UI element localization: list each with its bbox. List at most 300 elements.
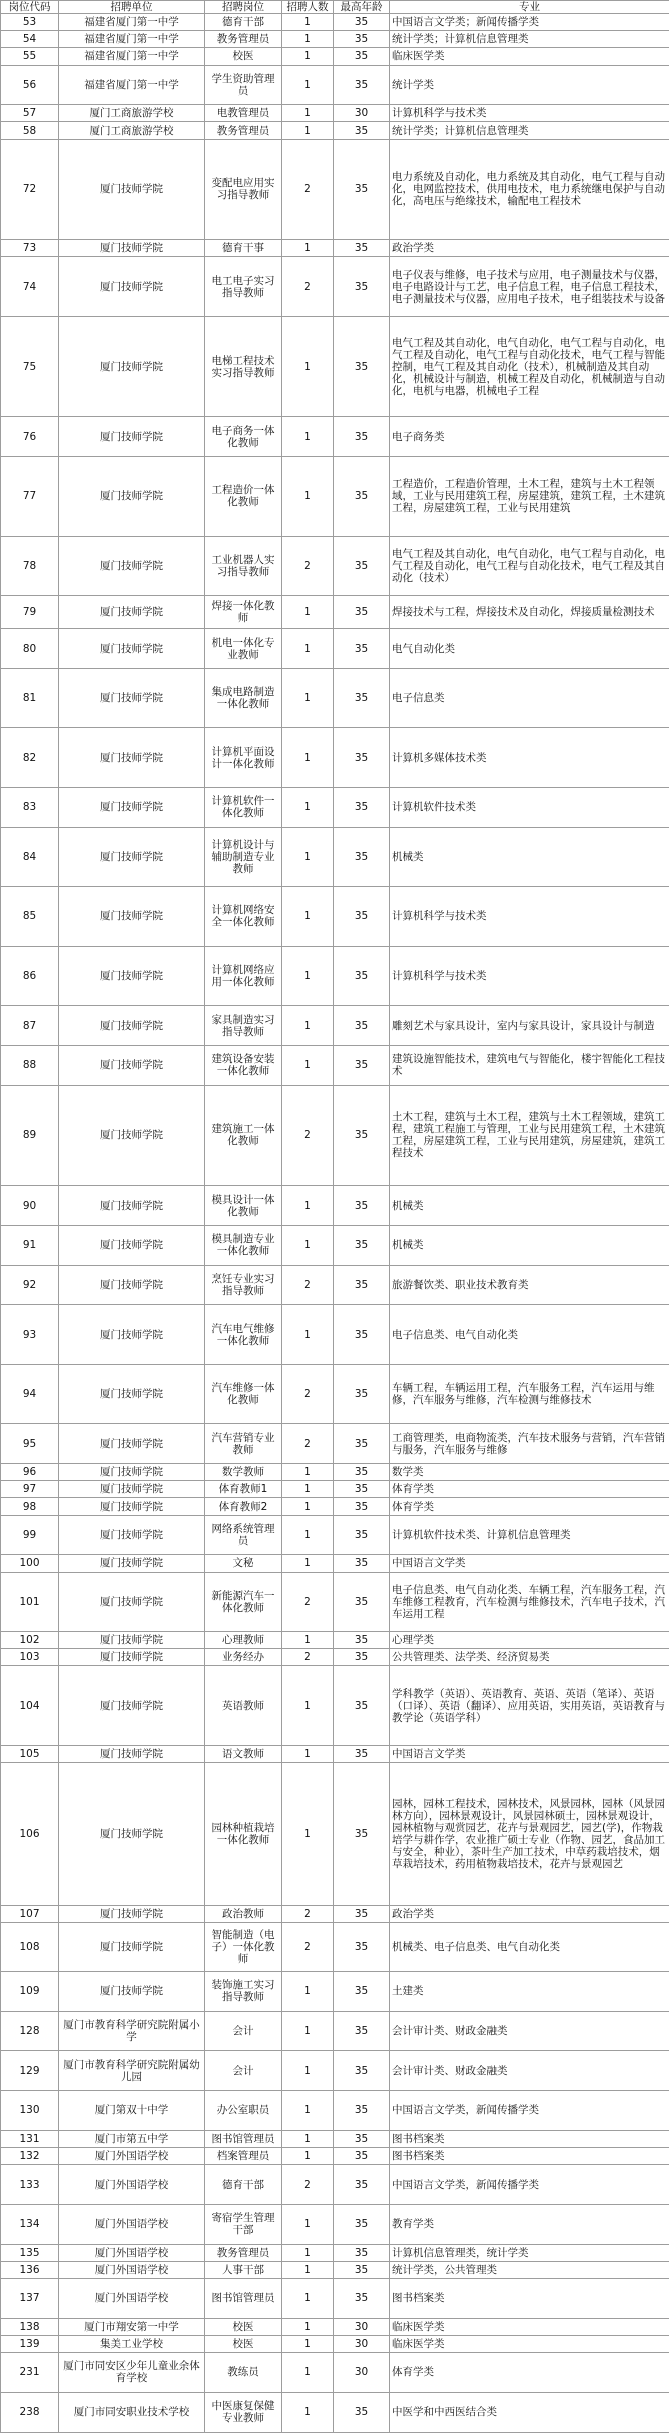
row-major: 数学类 [390, 1464, 669, 1481]
row-age: 35 [334, 2051, 390, 2091]
row-unit: 厦门技师学院 [59, 417, 205, 457]
row-post: 语文教师 [205, 1745, 282, 1762]
row-age: 35 [334, 457, 390, 536]
row-unit: 厦门技师学院 [59, 629, 205, 669]
row-count: 1 [282, 1464, 334, 1481]
row-age: 35 [334, 2392, 390, 2432]
row-unit: 厦门市同安区少年儿童业余体育学校 [59, 2353, 205, 2393]
row-unit: 厦门技师学院 [59, 1923, 205, 1972]
row-major: 机械类 [390, 827, 669, 887]
row-major: 中国语言文学类 [390, 1745, 669, 1762]
table-row [1, 1305, 669, 1365]
row-unit: 厦门技师学院 [59, 1572, 205, 1632]
row-code: 102 [1, 1632, 59, 1649]
table-row [1, 2011, 669, 2051]
row-age: 35 [334, 257, 390, 317]
row-major: 统计学类 [390, 65, 669, 105]
row-unit: 福建省厦门第一中学 [59, 48, 205, 65]
row-age: 35 [334, 1572, 390, 1632]
row-post: 焊接一体化教师 [205, 596, 282, 629]
row-post: 学生资助管理员 [205, 65, 282, 105]
row-unit: 厦门技师学院 [59, 728, 205, 788]
table-row [1, 139, 669, 240]
table-row [1, 417, 669, 457]
row-code: 74 [1, 257, 59, 317]
row-age: 35 [334, 1923, 390, 1972]
row-code: 93 [1, 1305, 59, 1365]
table-row [1, 2335, 669, 2352]
row-unit: 厦门市第五中学 [59, 2130, 205, 2147]
row-age: 35 [334, 417, 390, 457]
row-post: 寄宿学生管理干部 [205, 2204, 282, 2244]
row-post: 新能源汽车一体化教师 [205, 1572, 282, 1632]
row-age: 35 [334, 1498, 390, 1515]
row-code: 108 [1, 1923, 59, 1972]
row-code: 97 [1, 1481, 59, 1498]
row-age: 35 [334, 1085, 390, 1186]
row-code: 78 [1, 536, 59, 596]
row-count: 1 [282, 2148, 334, 2165]
row-count: 1 [282, 457, 334, 536]
row-code: 95 [1, 1424, 59, 1464]
row-unit: 厦门技师学院 [59, 457, 205, 536]
row-age: 30 [334, 105, 390, 122]
row-age: 35 [334, 629, 390, 669]
table-row [1, 122, 669, 139]
table-body [1, 14, 669, 2433]
table-row [1, 629, 669, 669]
table-row [1, 2261, 669, 2278]
row-code: 133 [1, 2165, 59, 2205]
row-age: 35 [334, 2165, 390, 2205]
row-age: 35 [334, 887, 390, 947]
row-code: 86 [1, 946, 59, 1006]
row-code: 80 [1, 629, 59, 669]
row-post: 汽车电气维修一体化教师 [205, 1305, 282, 1365]
row-code: 92 [1, 1265, 59, 1305]
row-unit: 厦门工商旅游学校 [59, 105, 205, 122]
row-count: 2 [282, 257, 334, 317]
header-age: 最高年龄 [334, 1, 390, 14]
row-post: 德育干部 [205, 2165, 282, 2205]
table-row [1, 2204, 669, 2244]
table-row [1, 946, 669, 1006]
table-row [1, 2130, 669, 2147]
row-unit: 厦门外国语学校 [59, 2244, 205, 2261]
row-post: 烹饪专业实习指导教师 [205, 1265, 282, 1305]
row-unit: 厦门技师学院 [59, 946, 205, 1006]
row-major: 计算机软件技术类、计算机信息管理类 [390, 1515, 669, 1555]
table-row [1, 31, 669, 48]
row-unit: 厦门技师学院 [59, 257, 205, 317]
row-count: 1 [282, 1745, 334, 1762]
row-code: 75 [1, 316, 59, 417]
row-major: 计算机科学与技术类 [390, 105, 669, 122]
row-major: 旅游餐饮类、职业技术教育类 [390, 1265, 669, 1305]
table-row [1, 240, 669, 257]
row-post: 德育干事 [205, 240, 282, 257]
row-post: 体育教师1 [205, 1481, 282, 1498]
row-post: 模具设计一体化教师 [205, 1186, 282, 1226]
table-row [1, 257, 669, 317]
row-major: 体育学类 [390, 2353, 669, 2393]
row-age: 35 [334, 2278, 390, 2318]
row-post: 工业机器人实习指导教师 [205, 536, 282, 596]
row-post: 模具制造专业一体化教师 [205, 1225, 282, 1265]
row-count: 2 [282, 1265, 334, 1305]
row-unit: 福建省厦门第一中学 [59, 14, 205, 31]
row-age: 30 [334, 2318, 390, 2335]
table-row [1, 2318, 669, 2335]
row-code: 56 [1, 65, 59, 105]
row-age: 35 [334, 14, 390, 31]
row-major: 统计学类；计算机信息管理类 [390, 122, 669, 139]
table-row [1, 1265, 669, 1305]
row-count: 2 [282, 1923, 334, 1972]
row-age: 35 [334, 2244, 390, 2261]
row-major: 中国语言文学类，新闻传播学类 [390, 2091, 669, 2131]
row-unit: 厦门市同安职业技术学校 [59, 2392, 205, 2432]
row-code: 101 [1, 1572, 59, 1632]
row-count: 2 [282, 1649, 334, 1666]
row-age: 35 [334, 65, 390, 105]
row-major: 统计学类；计算机信息管理类 [390, 31, 669, 48]
row-code: 138 [1, 2318, 59, 2335]
row-code: 81 [1, 668, 59, 728]
row-post: 中医康复保健专业教师 [205, 2392, 282, 2432]
row-age: 35 [334, 122, 390, 139]
row-post: 电子商务一体化教师 [205, 417, 282, 457]
row-count: 1 [282, 1305, 334, 1365]
row-age: 35 [334, 2261, 390, 2278]
row-count: 1 [282, 1186, 334, 1226]
row-unit: 厦门技师学院 [59, 1632, 205, 1649]
table-row [1, 1515, 669, 1555]
row-count: 2 [282, 139, 334, 240]
row-code: 72 [1, 139, 59, 240]
row-major: 政治学类 [390, 1905, 669, 1922]
row-unit: 厦门技师学院 [59, 1481, 205, 1498]
row-age: 35 [334, 31, 390, 48]
row-code: 53 [1, 14, 59, 31]
row-age: 35 [334, 1186, 390, 1226]
table-row [1, 2091, 669, 2131]
row-post: 建筑施工一体化教师 [205, 1085, 282, 1186]
row-code: 87 [1, 1006, 59, 1046]
row-count: 1 [282, 787, 334, 827]
table-row [1, 2278, 669, 2318]
row-count: 1 [282, 2318, 334, 2335]
table-row [1, 827, 669, 887]
row-post: 电教管理员 [205, 105, 282, 122]
row-count: 1 [282, 2335, 334, 2352]
header-unit: 招聘单位 [59, 1, 205, 14]
row-count: 1 [282, 2392, 334, 2432]
row-unit: 厦门技师学院 [59, 827, 205, 887]
header-code: 岗位代码 [1, 1, 59, 14]
row-major: 电力系统及自动化，电力系统及其自动化，电气工程与自动化，电网监控技术，供用电技术，电力系统继电保护与自动化，高电压与绝缘技术，输配电工程技术 [390, 139, 669, 240]
table-row [1, 1225, 669, 1265]
table-row [1, 1923, 669, 1972]
row-post: 装饰施工实习指导教师 [205, 1972, 282, 2012]
row-major: 临床医学类 [390, 48, 669, 65]
row-major: 图书档案类 [390, 2148, 669, 2165]
table-row [1, 65, 669, 105]
row-post: 智能制造（电子）一体化教师 [205, 1923, 282, 1972]
table-row [1, 1649, 669, 1666]
row-count: 1 [282, 2261, 334, 2278]
row-unit: 厦门技师学院 [59, 1649, 205, 1666]
row-count: 1 [282, 1763, 334, 1906]
row-code: 137 [1, 2278, 59, 2318]
table-row [1, 887, 669, 947]
header-post: 招聘岗位 [205, 1, 282, 14]
row-unit: 集美工业学校 [59, 2335, 205, 2352]
table-row [1, 1424, 669, 1464]
row-major: 学科教学（英语）、英语教育、英语、英语（笔译）、英语（口译）、英语（翻译）、应用英语，实用英语，英语教育与教学论（英语学科） [390, 1666, 669, 1745]
row-code: 103 [1, 1649, 59, 1666]
table-row [1, 1572, 669, 1632]
row-major: 中国语言文学类；新闻传播学类 [390, 14, 669, 31]
row-unit: 厦门技师学院 [59, 1515, 205, 1555]
row-age: 35 [334, 596, 390, 629]
row-post: 电工电子实习指导教师 [205, 257, 282, 317]
row-unit: 厦门外国语学校 [59, 2278, 205, 2318]
row-age: 35 [334, 1632, 390, 1649]
table-row [1, 1364, 669, 1424]
table-row [1, 1464, 669, 1481]
row-post: 图书馆管理员 [205, 2278, 282, 2318]
table-row [1, 1763, 669, 1906]
row-major: 体育学类 [390, 1481, 669, 1498]
row-post: 计算机网络安全一体化教师 [205, 887, 282, 947]
table-row [1, 1186, 669, 1226]
row-major: 电子信息类、电气自动化类、车辆工程，汽车服务工程，汽车维修工程教育，汽车检测与维修技术，汽车电子技术，汽车运用工程 [390, 1572, 669, 1632]
row-code: 88 [1, 1045, 59, 1085]
row-age: 30 [334, 2353, 390, 2393]
row-major: 计算机信息管理类，统计学类 [390, 2244, 669, 2261]
row-code: 57 [1, 105, 59, 122]
row-post: 汽车维修一体化教师 [205, 1364, 282, 1424]
row-count: 1 [282, 1666, 334, 1745]
row-post: 政治教师 [205, 1905, 282, 1922]
row-age: 35 [334, 1045, 390, 1085]
row-count: 1 [282, 48, 334, 65]
row-age: 35 [334, 2130, 390, 2147]
row-code: 131 [1, 2130, 59, 2147]
row-post: 会计 [205, 2011, 282, 2051]
row-major: 电气工程及其自动化，电气自动化，电气工程与自动化，电气工程及自动化，电气工程与自动化技术，电气工程及其自动化（技术） [390, 536, 669, 596]
row-post: 电梯工程技术实习指导教师 [205, 316, 282, 417]
row-unit: 福建省厦门第一中学 [59, 31, 205, 48]
row-count: 1 [282, 2051, 334, 2091]
row-code: 139 [1, 2335, 59, 2352]
table-row [1, 1745, 669, 1762]
row-unit: 厦门技师学院 [59, 1666, 205, 1745]
row-count: 1 [282, 14, 334, 31]
table-row [1, 14, 669, 31]
row-count: 1 [282, 946, 334, 1006]
row-age: 35 [334, 1364, 390, 1424]
row-unit: 厦门技师学院 [59, 1085, 205, 1186]
row-unit: 厦门技师学院 [59, 536, 205, 596]
row-count: 1 [282, 1006, 334, 1046]
row-count: 1 [282, 105, 334, 122]
row-code: 107 [1, 1905, 59, 1922]
row-post: 教务管理员 [205, 31, 282, 48]
row-unit: 厦门技师学院 [59, 1498, 205, 1515]
row-code: 91 [1, 1225, 59, 1265]
row-age: 35 [334, 1905, 390, 1922]
row-unit: 厦门工商旅游学校 [59, 122, 205, 139]
row-code: 76 [1, 417, 59, 457]
row-count: 1 [282, 1225, 334, 1265]
row-major: 工商管理类，电商物流类，汽车技术服务与营销，汽车营销与服务，汽车服务与维修 [390, 1424, 669, 1464]
row-major: 电气工程及其自动化，电气自动化，电气工程与自动化，电气工程及自动化，电气工程与自动化技术，电气工程与智能控制，电气工程及其自动化（技术），机械制造及其自动化，机械设计与制造，机械工程及自动化，机械制造与自动化，电机与电器，机械电子工程 [390, 316, 669, 417]
row-post: 工程造价一体化教师 [205, 457, 282, 536]
table-row [1, 2148, 669, 2165]
table-row [1, 1905, 669, 1922]
table-row [1, 316, 669, 417]
row-code: 135 [1, 2244, 59, 2261]
row-code: 55 [1, 48, 59, 65]
row-major: 电子信息类 [390, 668, 669, 728]
row-code: 134 [1, 2204, 59, 2244]
row-age: 35 [334, 1006, 390, 1046]
row-major: 计算机科学与技术类 [390, 887, 669, 947]
row-count: 1 [282, 827, 334, 887]
row-major: 会计审计类、财政金融类 [390, 2051, 669, 2091]
table-row [1, 1498, 669, 1515]
row-unit: 厦门技师学院 [59, 668, 205, 728]
table-row [1, 2244, 669, 2261]
row-major: 电子信息类、电气自动化类 [390, 1305, 669, 1365]
row-post: 校医 [205, 2335, 282, 2352]
row-age: 35 [334, 1424, 390, 1464]
row-unit: 厦门技师学院 [59, 139, 205, 240]
row-age: 35 [334, 2091, 390, 2131]
row-code: 90 [1, 1186, 59, 1226]
table-row [1, 457, 669, 536]
row-code: 98 [1, 1498, 59, 1515]
table-row [1, 1006, 669, 1046]
row-count: 2 [282, 1424, 334, 1464]
table-row [1, 668, 669, 728]
row-count: 1 [282, 1555, 334, 1572]
header-major: 专业 [390, 1, 669, 14]
row-post: 英语教师 [205, 1666, 282, 1745]
row-count: 1 [282, 728, 334, 788]
row-major: 公共管理类、法学类、经济贸易类 [390, 1649, 669, 1666]
row-post: 校医 [205, 2318, 282, 2335]
row-age: 35 [334, 787, 390, 827]
row-post: 计算机平面设计一体化教师 [205, 728, 282, 788]
row-major: 电子仪表与维修，电子技术与应用，电子测量技术与仪器，电子电路设计与工艺，电子信息工程，电子信息工程技术，电子测量技术与仪器，应用电子技术，电子组装技术与设备 [390, 257, 669, 317]
row-major: 机械类 [390, 1186, 669, 1226]
row-count: 1 [282, 2204, 334, 2244]
table-row [1, 728, 669, 788]
row-unit: 厦门技师学院 [59, 1464, 205, 1481]
row-major: 计算机多媒体技术类 [390, 728, 669, 788]
row-code: 132 [1, 2148, 59, 2165]
row-age: 35 [334, 946, 390, 1006]
row-post: 业务经办 [205, 1649, 282, 1666]
row-major: 心理学类 [390, 1632, 669, 1649]
row-unit: 厦门第双十中学 [59, 2091, 205, 2131]
row-count: 1 [282, 2091, 334, 2131]
row-count: 2 [282, 1085, 334, 1186]
row-count: 1 [282, 65, 334, 105]
row-major: 临床医学类 [390, 2318, 669, 2335]
row-code: 104 [1, 1666, 59, 1745]
table-row [1, 1555, 669, 1572]
row-unit: 厦门技师学院 [59, 596, 205, 629]
row-count: 1 [282, 887, 334, 947]
row-count: 2 [282, 2165, 334, 2205]
table-row [1, 2353, 669, 2393]
row-post: 数学教师 [205, 1464, 282, 1481]
row-major: 焊接技术与工程，焊接技术及自动化，焊接质量检测技术 [390, 596, 669, 629]
row-age: 35 [334, 1265, 390, 1305]
row-major: 土建类 [390, 1972, 669, 2012]
row-age: 30 [334, 2335, 390, 2352]
table-row [1, 1972, 669, 2012]
row-code: 84 [1, 827, 59, 887]
row-count: 1 [282, 596, 334, 629]
row-post: 人事干部 [205, 2261, 282, 2278]
row-age: 35 [334, 139, 390, 240]
row-major: 雕刻艺术与家具设计，室内与家具设计，家具设计与制造 [390, 1006, 669, 1046]
row-code: 83 [1, 787, 59, 827]
row-post: 网络系统管理员 [205, 1515, 282, 1555]
row-post: 档案管理员 [205, 2148, 282, 2165]
row-post: 园林种植栽培一体化教师 [205, 1763, 282, 1906]
row-unit: 厦门外国语学校 [59, 2261, 205, 2278]
row-age: 35 [334, 536, 390, 596]
row-code: 94 [1, 1364, 59, 1424]
row-code: 129 [1, 2051, 59, 2091]
row-count: 1 [282, 316, 334, 417]
row-major: 机械类、电子信息类、电气自动化类 [390, 1923, 669, 1972]
row-major: 建筑设施智能技术，建筑电气与智能化，楼宇智能化工程技术 [390, 1045, 669, 1085]
row-post: 变配电应用实习指导教师 [205, 139, 282, 240]
table-row [1, 1632, 669, 1649]
row-code: 79 [1, 596, 59, 629]
row-unit: 厦门技师学院 [59, 1265, 205, 1305]
row-code: 54 [1, 31, 59, 48]
row-code: 82 [1, 728, 59, 788]
table-row [1, 1045, 669, 1085]
row-unit: 厦门技师学院 [59, 887, 205, 947]
row-unit: 厦门技师学院 [59, 240, 205, 257]
table-row [1, 787, 669, 827]
row-major: 工程造价，工程造价管理，土木工程，建筑与土木工程领域，工业与民用建筑工程，房屋建筑，建筑工程，土木建筑工程，房屋建筑工程，工业与民用建筑 [390, 457, 669, 536]
row-count: 1 [282, 240, 334, 257]
row-post: 教练员 [205, 2353, 282, 2393]
row-age: 35 [334, 1225, 390, 1265]
row-post: 机电一体化专业教师 [205, 629, 282, 669]
row-age: 35 [334, 1649, 390, 1666]
row-post: 校医 [205, 48, 282, 65]
row-major: 图书档案类 [390, 2130, 669, 2147]
row-count: 1 [282, 1481, 334, 1498]
row-major: 中国语言文学类 [390, 1555, 669, 1572]
row-age: 35 [334, 1972, 390, 2012]
row-major: 会计审计类、财政金融类 [390, 2011, 669, 2051]
row-major: 临床医学类 [390, 2335, 669, 2352]
row-count: 1 [282, 1632, 334, 1649]
row-code: 89 [1, 1085, 59, 1186]
